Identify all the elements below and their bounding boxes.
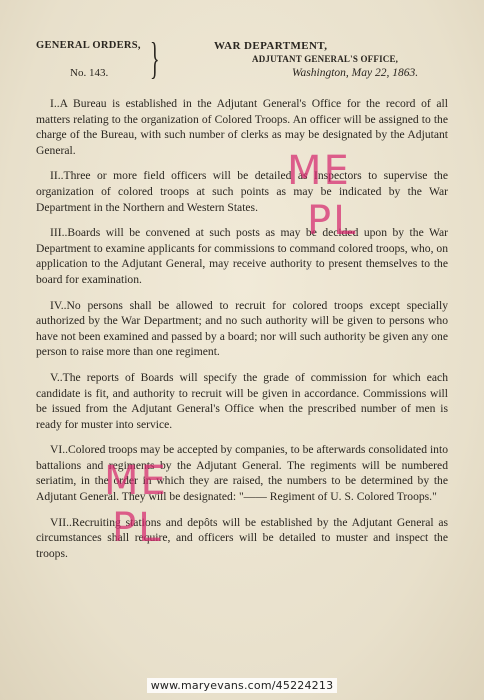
general-orders-label: GENERAL ORDERS, [36,40,141,51]
paragraph-3: III..Boards will be convened at such posts as may be decided upon by the War Department to examine applicants for commissions to command colored troops, who, on application to the Adjutant General, may receive authority to present themselves to the board for examination. [36,226,448,286]
paragraph-6: VI..Colored troops may be accepted by companies, to be afterwards consolidated into battalions and regiments by the Adjutant General. The regiments will be numbered seriatim, in the order in which they are raised, the numbers to be determined by the Adjutant General. They will be designated: "—— Regiment of U. S. Colored Troops." [36,443,448,504]
order-header [36,34,448,86]
place-date: Washington, May 22, 1863. [292,67,419,79]
order-body [36,96,448,571]
order-number: No. 143. [70,67,109,79]
office-name: ADJUTANT GENERAL'S OFFICE, [252,54,399,64]
department-name: WAR DEPARTMENT, [214,40,328,52]
paragraph-1: I..A Bureau is established in the Adjutant General's Office for the record of all matters relating to the organization of Colored Troops. An officer will be assigned to the charge of the Bureau, with such number of clerks as may be designated by the Adjutant General. [36,97,448,157]
credit-url: www.maryevans.com/45224213 [147,678,338,693]
watermark-text: ME [104,458,168,504]
watermark-text: PL [307,198,358,244]
brace-glyph: } [150,34,160,83]
paragraph-7: VII..Recruiting stations and depôts will be established by the Adjutant General as circumstances shall require, and officers will be detailed to muster and inspect the troops. [36,515,448,560]
watermark-text: PL [112,505,163,551]
image-credit [0,679,484,692]
paragraph-5: V..The reports of Boards will specify the grade of commission for which each candidate is fit, and authority to recruit will be given in accordance. Commissions will be issued from the Adjutant General's Office when the prescribed number of men is ready for muster into service. [36,370,448,431]
watermark-text: ME [287,148,351,194]
paragraph-4: IV..No persons shall be allowed to recruit for colored troops except specially authorized by the War Department; and no such authority will be given to persons who have not been examined and passed by a board; nor will such authority be given any one person to raise more than one regiment. [36,298,448,359]
paragraph-2: II..Three or more field officers will be detailed as Inspectors to supervise the organization of colored troops at such points as may be indicated by the War Department in the Northern and Western States. [36,169,448,214]
